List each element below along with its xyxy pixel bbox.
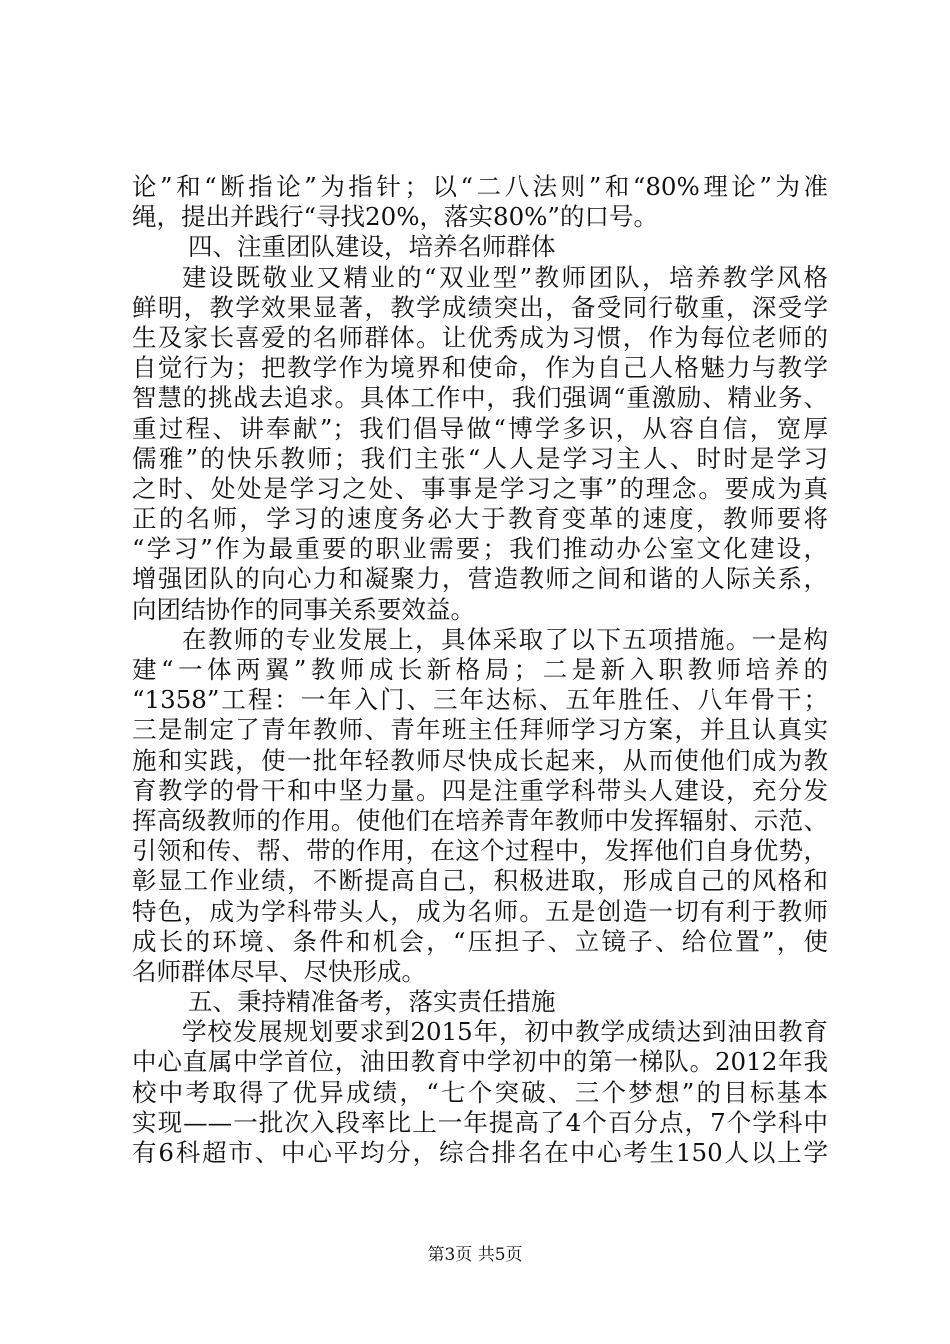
text-line: 中心直属中学首位，油田教育中学初中的第一梯队。2012年我 [132, 1047, 828, 1077]
text-line: 建设既敬业又精业的“双业型”教师团队，培养教学风格 [182, 262, 828, 292]
text-line: 特色，成为学科带头人，成为名师。五是创造一切有利于教师 [132, 896, 828, 926]
text-line: 增强团队的向心力和凝聚力，营造教师之间和谐的人际关系， [132, 564, 828, 594]
text-line: 智慧的挑战去追求。具体工作中，我们强调“重激励、精业务、 [132, 383, 828, 413]
text-line: 论”和“断指论”为指针；以“二八法则”和“80%理论”为准 [132, 172, 828, 201]
page-footer: 第3页 共5页 [427, 1245, 523, 1265]
text-line: 校中考取得了优异成绩，“七个突破、三个梦想”的目标基本 [132, 1077, 828, 1107]
text-line: 彰显工作业绩，不断提高自己，积极进取，形成自己的风格和 [132, 866, 828, 896]
text-line: 建“一体两翼”教师成长新格局；二是新入职教师培养的 [132, 655, 828, 684]
text-line: “学习”作为最重要的职业需要；我们推动办公室文化建设， [132, 534, 828, 564]
text-line: 自觉行为；把教学作为境界和使命，作为自己人格魅力与教学 [132, 353, 828, 383]
text-line: 学校发展规划要求到2015年，初中教学成绩达到油田教育 [182, 1017, 828, 1047]
text-line: 鲜明，教学效果显著，教学成绩突出，备受同行敬重，深受学 [132, 292, 828, 322]
text-line: 重过程、讲奉献”；我们倡导做“博学多识，从容自信，宽厚 [132, 413, 828, 443]
text-line: 名师群体尽早、尽快形成。 [132, 956, 426, 986]
text-line: 三是制定了青年教师、青年班主任拜师学习方案，并且认真实 [132, 715, 828, 745]
text-line: 生及家长喜爱的名师群体。让优秀成为习惯，作为每位老师的 [132, 322, 828, 352]
text-line: 四、注重团队建设，培养名师群体 [188, 232, 556, 262]
text-line: 成长的环境、条件和机会，“压担子、立镜子、给位置”，使 [132, 926, 828, 956]
text-line: 实现——一批次入段率比上一年提高了4个百分点，7个学科中 [132, 1107, 828, 1137]
text-line: 育教学的骨干和中坚力量。四是注重学科带头人建设，充分发 [132, 775, 828, 805]
text-line: 施和实践，使一批年轻教师尽快成长起来，从而使他们成为教 [132, 745, 828, 775]
text-line: 有6科超市、中心平均分，综合排名在中心考生150人以上学 [132, 1138, 828, 1167]
text-line: 五、秉持精准备考，落实责任措施 [188, 987, 556, 1017]
text-line: 挥高级教师的作用。使他们在培养青年教师中发挥辐射、示范、 [132, 805, 828, 835]
text-line: 儒雅”的快乐教师；我们主张“人人是学习主人、时时是学习 [132, 443, 828, 473]
document-body [132, 172, 828, 1168]
text-line: 之时、处处是学习之处、事事是学习之事”的理念。要成为真 [132, 473, 828, 503]
text-line: 向团结协作的同事关系要效益。 [132, 594, 475, 624]
text-line: 正的名师，学习的速度务必大于教育变革的速度，教师要将 [132, 504, 828, 534]
text-line: 绳，提出并践行“寻找20%，落实80%”的口号。 [132, 202, 658, 232]
text-line: “1358”工程：一年入门、三年达标、五年胜任、八年骨干； [132, 685, 828, 715]
text-line: 引领和传、帮、带的作用，在这个过程中，发挥他们自身优势， [132, 836, 828, 866]
text-line: 在教师的专业发展上，具体采取了以下五项措施。一是构 [182, 624, 828, 654]
